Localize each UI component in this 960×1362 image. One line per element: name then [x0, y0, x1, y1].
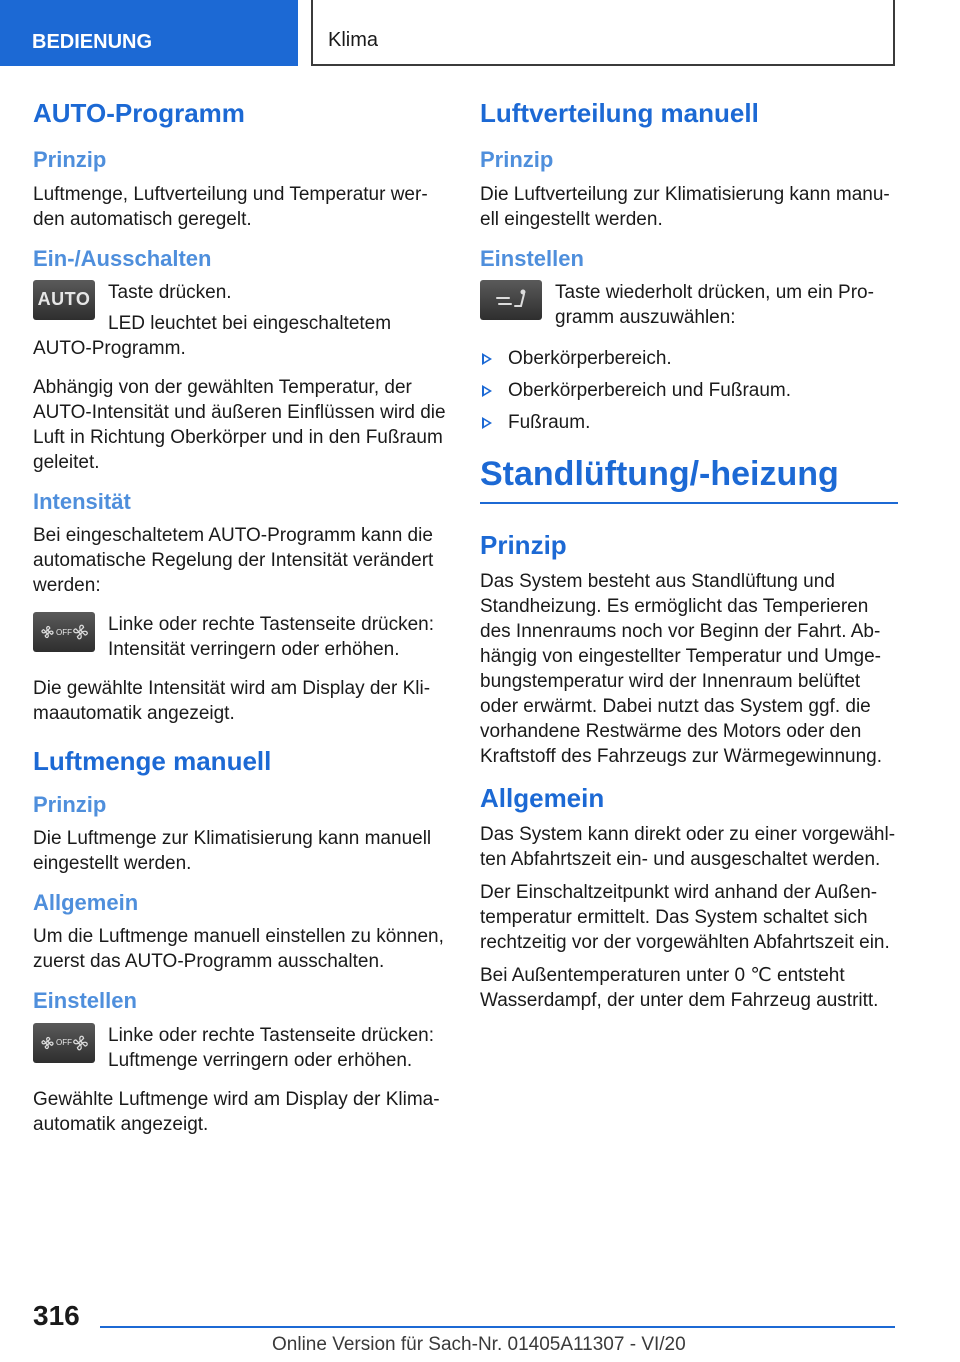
fan-off-label: OFF	[56, 627, 72, 637]
left-column	[33, 98, 451, 1151]
fan-large-icon	[72, 1032, 89, 1054]
triangle-bullet-icon	[482, 385, 492, 397]
section-label: BEDIENUNG	[0, 0, 298, 66]
intensity-heading: Intensität	[33, 488, 131, 514]
fan-small-icon	[39, 621, 56, 643]
footer-divider	[100, 1326, 895, 1328]
distribution-options	[480, 346, 898, 435]
fan-small-icon	[39, 1032, 56, 1054]
onoff-text: Abhängig von der gewählten Temperatur, der AUTO-Intensität und äußeren Einflüssen wird die Luft in Richtung Oberkörper und in den Fußraum geleitet.	[33, 376, 446, 473]
onoff-step: Taste drücken.	[108, 281, 232, 303]
airflow-display: Gewählte Luftmenge wird am Display der Klima-automatik angezeigt.	[33, 1088, 440, 1135]
airflow-prinzip-heading: Prinzip	[33, 791, 107, 817]
distribution-button-row	[480, 280, 898, 332]
parked-general-text-1: Das System kann direkt oder zu einer vorgewähl-ten Abfahrtszeit ein- und ausgeschaltet werden.	[480, 824, 896, 871]
intensity-button-row	[33, 612, 451, 662]
intensity-text: Bei eingeschaltetem AUTO-Programm kann die automatische Regelung der Intensität verändert werden:	[33, 525, 434, 597]
auto-button-row	[33, 280, 451, 336]
page-header	[0, 0, 960, 66]
onoff-led-text-a: LED leuchtet bei eingeschaltetem	[108, 312, 392, 334]
list-item: Oberkörperbereich und Fußraum.	[480, 378, 898, 403]
page-number: 316	[33, 1300, 80, 1331]
parked-ventilation-heading: Standlüftung/-heizung	[480, 455, 898, 504]
triangle-bullet-icon	[482, 353, 492, 365]
fan-rocker-icon-2	[33, 1023, 95, 1063]
parked-prinzip-heading: Prinzip	[480, 530, 567, 561]
parked-general-text-2: Der Einschaltzeitpunkt wird anhand der Außen-temperatur ermittelt. Das System schaltet sich rechtzeitig vor der vorgewählten Abfahrtszeit ein.	[480, 882, 890, 954]
auto-button-icon	[33, 280, 95, 320]
parked-prinzip-text: Das System besteht aus Standlüftung und Standheizung. Es ermöglicht das Temperieren des Innenraums noch vor Beginn der Fahrt. Ab-hängig von eingestellter Temperatur und Umge-bungstemperatur wird der Innenraum belüftet oder erwärmt. Dabei nutzt das System ggf. die vorhandene Restwärme des Motors oder den Kraftstoff des Fahrzeugs zur Wärmegewinnung.	[480, 571, 883, 768]
airflow-button-row	[33, 1023, 451, 1073]
auto-button-label: AUTO	[37, 289, 91, 310]
distribution-step: Taste wiederholt drücken, um ein Pro-gramm auszuwählen:	[555, 281, 874, 328]
list-item: Fußraum.	[480, 410, 898, 435]
distribution-adjust-heading: Einstellen	[480, 245, 584, 271]
onoff-led-text-b: AUTO-Programm.	[33, 337, 186, 359]
distribution-prinzip-heading: Prinzip	[480, 147, 554, 173]
intensity-step: Linke oder rechte Tastenseite drücken: Intensität verringern oder erhöhen.	[108, 614, 435, 661]
prinzip-heading: Prinzip	[33, 147, 107, 173]
fan-off-label: OFF	[56, 1038, 72, 1048]
airflow-general-text: Um die Luftmenge manuell einstellen zu können, zuerst das AUTO-Programm ausschalten.	[33, 926, 444, 973]
airflow-general-heading: Allgemein	[33, 889, 139, 915]
airflow-adjust-heading: Einstellen	[33, 988, 137, 1014]
intensity-display: Die gewählte Intensität wird am Display der Kli-maautomatik angezeigt.	[33, 678, 431, 725]
air-distribution-icon	[480, 280, 542, 320]
air-distribution-heading: Luftverteilung manuell	[480, 98, 759, 128]
online-version-note: Online Version für Sach-Nr. 01405A11307 - VI/20	[272, 1334, 686, 1355]
airflow-prinzip-text: Die Luftmenge zur Klimatisierung kann manuell eingestellt werden.	[33, 827, 432, 874]
chapter-label: Klima	[311, 0, 895, 66]
parked-general-text-3: Bei Außentemperaturen unter 0 ℃ entsteht Wasserdampf, der unter dem Fahrzeug austritt.	[480, 965, 879, 1012]
prinzip-text: Luftmenge, Luftverteilung und Temperatur wer-den automatisch geregelt.	[33, 183, 428, 230]
seat-airflow-icon	[491, 288, 531, 312]
distribution-prinzip-text: Die Luftverteilung zur Klimatisierung kann manu-ell eingestellt werden.	[480, 183, 890, 230]
triangle-bullet-icon	[482, 417, 492, 429]
auto-program-heading: AUTO-Programm	[33, 98, 245, 128]
parked-general-heading: Allgemein	[480, 783, 605, 814]
airflow-step: Linke oder rechte Tastenseite drücken: Luftmenge verringern oder erhöhen.	[108, 1024, 435, 1071]
airflow-manual-heading: Luftmenge manuell	[33, 746, 272, 777]
list-item: Oberkörperbereich.	[480, 346, 898, 371]
right-column	[480, 98, 898, 1027]
fan-large-icon	[72, 621, 89, 643]
onoff-heading: Ein-/Ausschalten	[33, 245, 212, 271]
fan-rocker-icon	[33, 612, 95, 652]
